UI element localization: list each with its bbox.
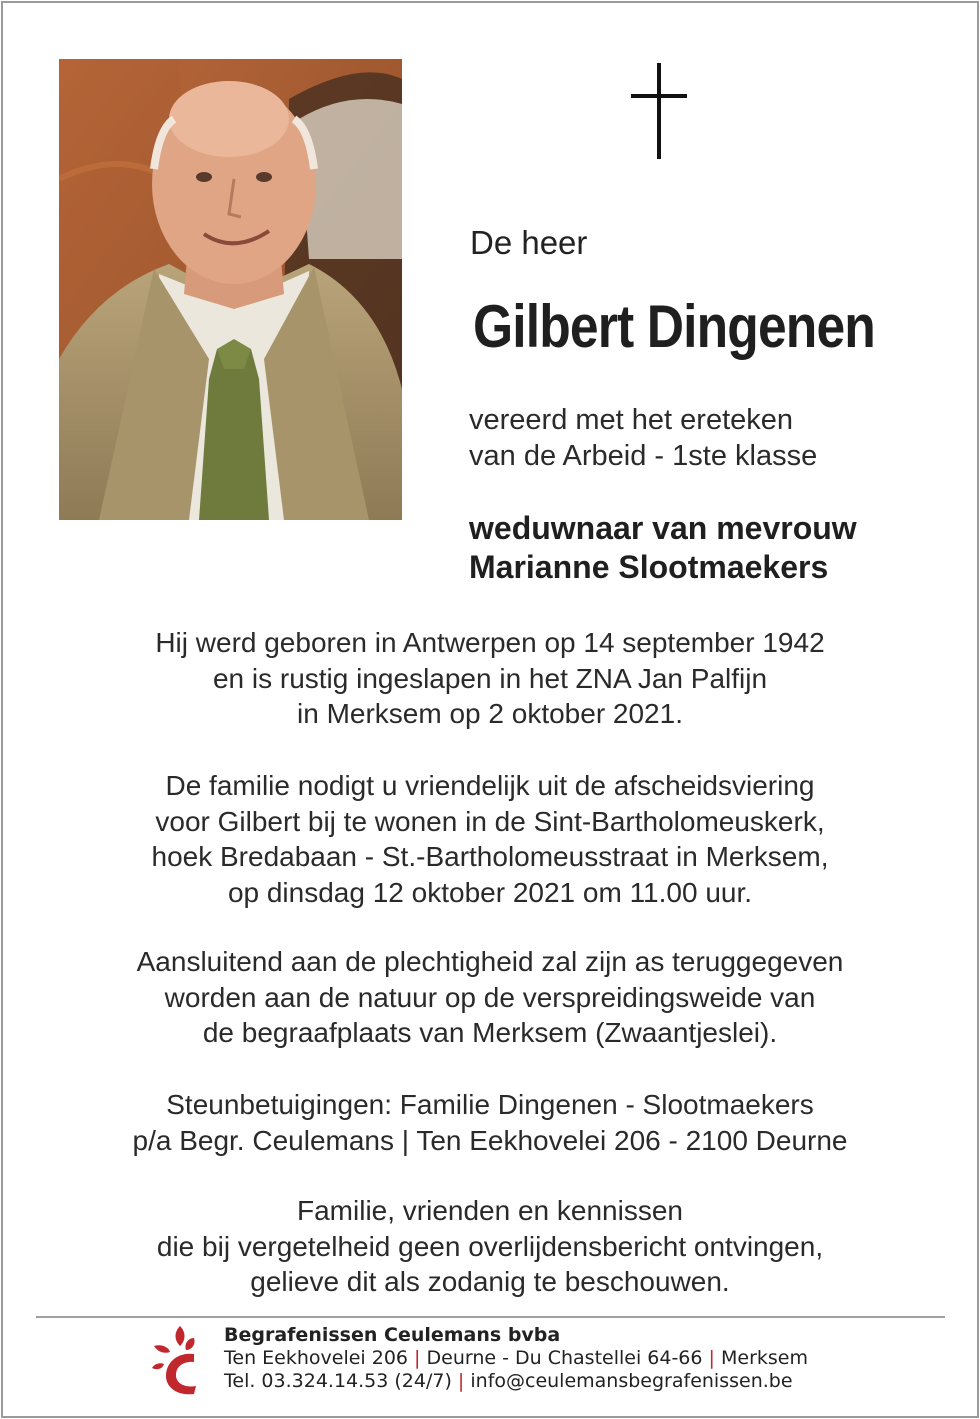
text-line: Hij werd geboren in Antwerpen op 14 september 1942 [155,627,825,658]
closing-paragraph [0,1193,980,1300]
footer-contact [224,1324,808,1393]
text-line: en is rustig ingeslapen in het ZNA Jan Palfijn [212,662,768,694]
distinction-line-2: van de Arbeid - 1ste klasse [469,440,818,472]
separator: | [457,1370,465,1392]
text-line: p/a Begr. Ceulemans | Ten Eekhovelei 206 - 2100 Deurne [132,1124,848,1156]
text-line: in Merksem op 2 oktober 2021. [297,698,683,729]
separator: | [708,1347,715,1369]
text-line: De familie nodigt u vriendelijk uit de afscheidsviering [165,770,815,801]
widower-line-1: weduwnaar van mevrouw [469,510,857,546]
ceremony-paragraph [0,768,980,910]
text-line: Aansluitend aan de plechtigheid zal zijn as teruggegeven [136,946,844,977]
addresses [224,1347,808,1370]
cross-icon [628,63,690,159]
text-line: op dinsdag 12 oktober 2021 om 11.00 uur. [227,876,753,908]
address-deurne: Ten Eekhovelei 206 [224,1347,408,1369]
footer-divider [36,1316,945,1318]
address-du-chastellei: Deurne - Du Chastellei 64-66 [426,1347,703,1369]
widower-line-2: Marianne Slootmaekers [469,549,829,585]
text-line: Steunbetuigingen: Familie Dingenen - Slootmaekers [166,1089,814,1120]
contact-line [224,1370,808,1393]
honorific: De heer [470,224,588,261]
ceulemans-logo-icon [150,1324,214,1396]
distinction [469,402,817,474]
text-line: worden aan de natuur op de verspreidingsweide van [164,981,816,1013]
company-name: Begrafenissen Ceulemans bvba [224,1324,561,1346]
portrait-photo [59,59,402,520]
text-line: gelieve dit als zodanig te beschouwen. [250,1266,730,1297]
widower-of [469,509,857,587]
text-line: de begraafplaats van Merksem (Zwaantjeslei). [202,1017,778,1048]
ashes-paragraph [0,944,980,1051]
address-merksem: Merksem [720,1347,808,1369]
birth-paragraph [0,625,980,732]
deceased-name: Gilbert Dingenen [473,293,875,360]
text-line: hoek Bredabaan - St.-Bartholomeusstraat in Merksem, [151,841,829,872]
text-line: voor Gilbert bij te wonen in de Sint-Bartholomeuskerk, [155,805,825,837]
distinction-line-1: vereerd met het ereteken [469,404,794,436]
separator: | [414,1347,421,1369]
text-line: die bij vergetelheid geen overlijdensbericht ontvingen, [156,1230,824,1262]
phone: Tel. 03.324.14.53 (24/7) [224,1370,452,1392]
condolences-paragraph [0,1087,980,1158]
text-line: Familie, vrienden en kennissen [297,1195,683,1226]
email: info@ceulemansbegrafenissen.be [470,1370,793,1392]
portrait-illustration [59,59,402,520]
